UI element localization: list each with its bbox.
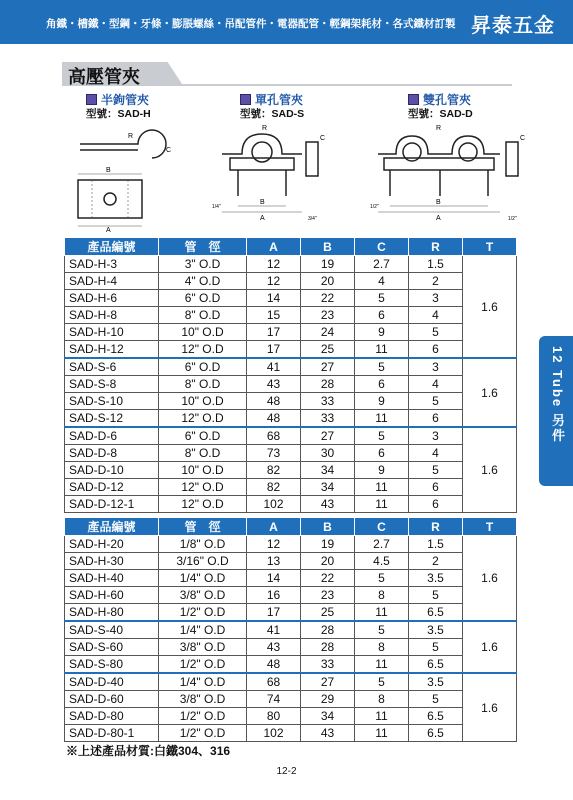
product-model-sad-d: 型號：SAD-D: [408, 108, 473, 120]
thickness-cell: 1.6: [463, 358, 517, 427]
table-cell: 28: [301, 621, 355, 639]
table-cell: 1/2" O.D: [159, 708, 247, 725]
table-cell: 5: [355, 290, 409, 307]
table-row: [65, 604, 517, 622]
table-cell: 6.5: [409, 708, 463, 725]
clamp-base: [384, 158, 494, 170]
table-cell: 6.5: [409, 656, 463, 674]
table-cell: 11: [355, 708, 409, 725]
dim-label-c: C: [520, 135, 526, 142]
table-cell: 43: [301, 496, 355, 513]
table-cell: 34: [301, 462, 355, 479]
table-cell: 27: [301, 427, 355, 445]
table-cell: 4: [355, 273, 409, 290]
table-cell: 19: [301, 536, 355, 553]
brand-name: 昇泰五金: [471, 15, 555, 37]
pipe-circle: [252, 142, 272, 162]
table-cell: 43: [301, 725, 355, 742]
table-cell: 11: [355, 725, 409, 742]
table-cell: 33: [301, 656, 355, 674]
table-cell: 8" O.D: [159, 445, 247, 462]
thickness-cell: 1.6: [463, 673, 517, 742]
table-cell: 6" O.D: [159, 290, 247, 307]
table-cell: 1/4" O.D: [159, 673, 247, 691]
clamp-side-view: [306, 142, 318, 176]
table-cell: 19: [301, 256, 355, 273]
table-cell: 82: [247, 479, 301, 496]
table-cell: SAD-D-60: [65, 691, 159, 708]
table-row: [65, 427, 517, 445]
table-cell: SAD-D-80-1: [65, 725, 159, 742]
table-row: [65, 376, 517, 393]
table-row: [65, 324, 517, 341]
dim-label-r: R: [262, 125, 268, 132]
product-title-sad-s: 單孔管夾: [240, 91, 303, 108]
table-cell: 8" O.D: [159, 376, 247, 393]
clamp-plan-view: [78, 180, 142, 218]
table-cell: 6: [355, 307, 409, 324]
table-row: [65, 445, 517, 462]
table-cell: 23: [301, 587, 355, 604]
table-cell: 28: [301, 639, 355, 656]
table-row: [65, 673, 517, 691]
table-cell: 25: [301, 341, 355, 359]
chapter-side-tab-label: 12 Tube 另件: [550, 346, 565, 444]
table-row: [65, 656, 517, 674]
column-header: 產品編號: [65, 518, 159, 536]
table-cell: 1/2" O.D: [159, 656, 247, 674]
table-cell: 11: [355, 656, 409, 674]
table-cell: 6: [409, 479, 463, 496]
dim-label-c: C: [166, 147, 172, 154]
table-row: [65, 553, 517, 570]
table-cell: 28: [301, 376, 355, 393]
table-row: [65, 496, 517, 513]
table-cell: 6.5: [409, 604, 463, 622]
table-cell: 11: [355, 341, 409, 359]
column-header: R: [409, 518, 463, 536]
table-cell: 5: [355, 358, 409, 376]
table-cell: 73: [247, 445, 301, 462]
table-cell: 41: [247, 358, 301, 376]
table-cell: SAD-H-40: [65, 570, 159, 587]
table-cell: 4: [409, 445, 463, 462]
table-cell: 6: [409, 496, 463, 513]
table-cell: 48: [247, 656, 301, 674]
clamp-base: [230, 158, 294, 170]
material-note: ※上述產品材質:白鐵304、316: [66, 744, 231, 758]
section-title-text: 高壓管夾: [68, 67, 140, 87]
table-cell: 12: [247, 273, 301, 290]
column-header: 管 徑: [159, 238, 247, 256]
column-header: 管 徑: [159, 518, 247, 536]
table-cell: 22: [301, 290, 355, 307]
table-cell: 3: [409, 290, 463, 307]
table-row: [65, 691, 517, 708]
table-cell: 12: [247, 536, 301, 553]
table-cell: 2: [409, 273, 463, 290]
table-cell: SAD-D-12: [65, 479, 159, 496]
diagram-sad-s: [212, 120, 332, 225]
column-header: T: [463, 518, 517, 536]
clamp-side-view: [506, 142, 518, 176]
table-cell: 12" O.D: [159, 496, 247, 513]
table-cell: 29: [301, 691, 355, 708]
table-cell: 3" O.D: [159, 256, 247, 273]
table-cell: 12" O.D: [159, 410, 247, 428]
table-cell: 1/2" O.D: [159, 604, 247, 622]
dim-label-d4: 1/2": [508, 216, 517, 222]
table-row: [65, 256, 517, 273]
table-cell: 3: [409, 427, 463, 445]
dim-label-a: A: [436, 215, 441, 222]
table-cell: 6: [355, 376, 409, 393]
table-cell: 17: [247, 324, 301, 341]
product-model-sad-h: 型號：SAD-H: [86, 108, 151, 120]
dim-label-b: B: [260, 199, 265, 206]
clamp-profile: [80, 130, 166, 158]
table-cell: 12" O.D: [159, 341, 247, 359]
table-cell: 6.5: [409, 725, 463, 742]
table-cell: SAD-S-60: [65, 639, 159, 656]
table-cell: SAD-H-3: [65, 256, 159, 273]
table-cell: 10" O.D: [159, 324, 247, 341]
table-cell: 12: [247, 256, 301, 273]
table-row: [65, 725, 517, 742]
table-row: [65, 479, 517, 496]
table-cell: 48: [247, 393, 301, 410]
table-cell: 11: [355, 410, 409, 428]
table-cell: 1/4" O.D: [159, 621, 247, 639]
spec-table-2: [64, 517, 517, 742]
table-cell: 2: [409, 553, 463, 570]
table-cell: 4.5: [355, 553, 409, 570]
dim-label-r: R: [128, 133, 134, 140]
table-cell: 1.5: [409, 256, 463, 273]
table-cell: 10" O.D: [159, 462, 247, 479]
table-cell: 8: [355, 691, 409, 708]
table-cell: 5: [409, 393, 463, 410]
table-cell: 6" O.D: [159, 358, 247, 376]
table-cell: 5: [355, 621, 409, 639]
dim-label-d3: 1/2": [370, 204, 379, 210]
table-cell: 3.5: [409, 570, 463, 587]
table-row: [65, 570, 517, 587]
table-cell: 6: [409, 410, 463, 428]
header-bar: [0, 0, 573, 44]
column-header: B: [301, 518, 355, 536]
table-cell: 33: [301, 393, 355, 410]
table-cell: 9: [355, 324, 409, 341]
table-cell: SAD-S-6: [65, 358, 159, 376]
table-cell: SAD-S-40: [65, 621, 159, 639]
table-cell: 6: [355, 445, 409, 462]
product-title-sad-d: 雙孔管夾: [408, 91, 471, 108]
table-cell: 24: [301, 324, 355, 341]
table-cell: 27: [301, 358, 355, 376]
table-cell: 3/8" O.D: [159, 691, 247, 708]
table-cell: 3/8" O.D: [159, 639, 247, 656]
table-cell: 22: [301, 570, 355, 587]
dim-label-d1: 1/4": [212, 204, 221, 210]
bullet-square-icon: [408, 94, 419, 105]
table-cell: 4: [409, 307, 463, 324]
column-header: A: [247, 238, 301, 256]
column-header: B: [301, 238, 355, 256]
table-row: [65, 307, 517, 324]
table-cell: SAD-D-6: [65, 427, 159, 445]
dim-label-c: C: [320, 135, 326, 142]
table-cell: SAD-H-4: [65, 273, 159, 290]
table-cell: 9: [355, 462, 409, 479]
table-cell: SAD-S-10: [65, 393, 159, 410]
table-cell: 102: [247, 496, 301, 513]
table-cell: 2.7: [355, 536, 409, 553]
table-cell: 34: [301, 708, 355, 725]
table-cell: 14: [247, 290, 301, 307]
column-header: T: [463, 238, 517, 256]
table-cell: 10" O.D: [159, 393, 247, 410]
table-cell: 5: [355, 673, 409, 691]
section-title: [62, 62, 512, 86]
table-cell: 43: [247, 639, 301, 656]
table-cell: 74: [247, 691, 301, 708]
table-row: [65, 290, 517, 307]
product-model-sad-s: 型號：SAD-S: [240, 108, 305, 120]
table-cell: SAD-S-12: [65, 410, 159, 428]
product-title-sad-h: 半鉤管夾: [86, 91, 149, 108]
table-cell: SAD-D-80: [65, 708, 159, 725]
thickness-cell: 1.6: [463, 621, 517, 673]
table-cell: 27: [301, 673, 355, 691]
table-cell: 11: [355, 604, 409, 622]
table-row: [65, 341, 517, 359]
table-cell: 6" O.D: [159, 427, 247, 445]
table-cell: SAD-H-60: [65, 587, 159, 604]
column-header: C: [355, 518, 409, 536]
table-cell: SAD-D-8: [65, 445, 159, 462]
table-cell: 3.5: [409, 673, 463, 691]
table-cell: 33: [301, 410, 355, 428]
diagram-sad-d: [370, 120, 530, 225]
table-cell: SAD-H-8: [65, 307, 159, 324]
table-cell: 17: [247, 604, 301, 622]
table-cell: SAD-H-10: [65, 324, 159, 341]
table-cell: SAD-S-80: [65, 656, 159, 674]
thickness-cell: 1.6: [463, 427, 517, 513]
dim-label-b: B: [436, 199, 441, 206]
dim-label-a: A: [260, 215, 265, 222]
table-cell: 5: [409, 639, 463, 656]
table-row: [65, 708, 517, 725]
table-cell: 5: [409, 324, 463, 341]
table-cell: SAD-S-8: [65, 376, 159, 393]
table-cell: 11: [355, 479, 409, 496]
table-cell: 25: [301, 604, 355, 622]
chapter-side-tab[interactable]: [539, 336, 573, 486]
table-cell: 5: [409, 691, 463, 708]
table-cell: 2.7: [355, 256, 409, 273]
clamp-profile: [222, 134, 302, 154]
table-cell: SAD-H-12: [65, 341, 159, 359]
table-cell: 1/4" O.D: [159, 570, 247, 587]
spec-table-1: [64, 237, 517, 513]
clamp-profile: [378, 136, 500, 154]
table-cell: 4: [409, 376, 463, 393]
table-header-row: [65, 238, 517, 256]
table-row: [65, 273, 517, 290]
thickness-cell: 1.6: [463, 536, 517, 622]
table-cell: 20: [301, 273, 355, 290]
bullet-square-icon: [86, 94, 97, 105]
dim-label-r: R: [436, 125, 442, 132]
column-header: 產品編號: [65, 238, 159, 256]
table-cell: 13: [247, 553, 301, 570]
bullet-square-icon: [240, 94, 251, 105]
column-header: C: [355, 238, 409, 256]
table-cell: 8: [355, 639, 409, 656]
table-cell: 34: [301, 479, 355, 496]
table-cell: 23: [301, 307, 355, 324]
table-cell: 14: [247, 570, 301, 587]
table-row: [65, 393, 517, 410]
table-cell: 3: [409, 358, 463, 376]
table-cell: SAD-H-30: [65, 553, 159, 570]
clamp-bolt-hole: [104, 193, 116, 205]
table-cell: 68: [247, 673, 301, 691]
table-cell: 8: [355, 587, 409, 604]
table-cell: 16: [247, 587, 301, 604]
table-cell: 12" O.D: [159, 479, 247, 496]
table-row: [65, 639, 517, 656]
table-cell: 11: [355, 496, 409, 513]
table-cell: 5: [355, 570, 409, 587]
table-cell: 6: [409, 341, 463, 359]
table-cell: 82: [247, 462, 301, 479]
table-cell: 1/8" O.D: [159, 536, 247, 553]
table-cell: 48: [247, 410, 301, 428]
table-cell: SAD-D-10: [65, 462, 159, 479]
table-cell: 5: [409, 462, 463, 479]
table-cell: 41: [247, 621, 301, 639]
thickness-cell: 1.6: [463, 256, 517, 359]
table-row: [65, 462, 517, 479]
table-cell: 15: [247, 307, 301, 324]
table-cell: 102: [247, 725, 301, 742]
table-cell: 8" O.D: [159, 307, 247, 324]
table-cell: 3/16" O.D: [159, 553, 247, 570]
table-row: [65, 587, 517, 604]
table-cell: 3.5: [409, 621, 463, 639]
table-cell: SAD-D-40: [65, 673, 159, 691]
table-cell: 4" O.D: [159, 273, 247, 290]
page-number: 12-2: [276, 766, 297, 777]
dim-label-d2: 3/4": [308, 216, 317, 222]
diagram-sad-h: [68, 122, 178, 232]
column-header: A: [247, 518, 301, 536]
table-cell: 5: [409, 587, 463, 604]
table-cell: 68: [247, 427, 301, 445]
table-cell: 17: [247, 341, 301, 359]
table-cell: 80: [247, 708, 301, 725]
table-row: [65, 536, 517, 553]
table-cell: 1.5: [409, 536, 463, 553]
table-cell: 3/8" O.D: [159, 587, 247, 604]
dim-label-a: A: [106, 227, 111, 232]
table-cell: SAD-H-80: [65, 604, 159, 622]
table-row: [65, 358, 517, 376]
table-cell: 43: [247, 376, 301, 393]
table-cell: 5: [355, 427, 409, 445]
column-header: R: [409, 238, 463, 256]
table-row: [65, 621, 517, 639]
table-cell: SAD-H-20: [65, 536, 159, 553]
table-cell: SAD-H-6: [65, 290, 159, 307]
table-cell: SAD-D-12-1: [65, 496, 159, 513]
category-list: 角鐵・槽鐵・型鋼・牙條・膨脹螺絲・吊配管件・電器配管・輕鋼架耗材・各式鐵材訂製: [46, 18, 456, 30]
table-cell: 30: [301, 445, 355, 462]
dim-label-b: B: [106, 167, 111, 174]
table-row: [65, 410, 517, 428]
table-header-row: [65, 518, 517, 536]
table-cell: 1/2" O.D: [159, 725, 247, 742]
table-cell: 9: [355, 393, 409, 410]
table-cell: 20: [301, 553, 355, 570]
